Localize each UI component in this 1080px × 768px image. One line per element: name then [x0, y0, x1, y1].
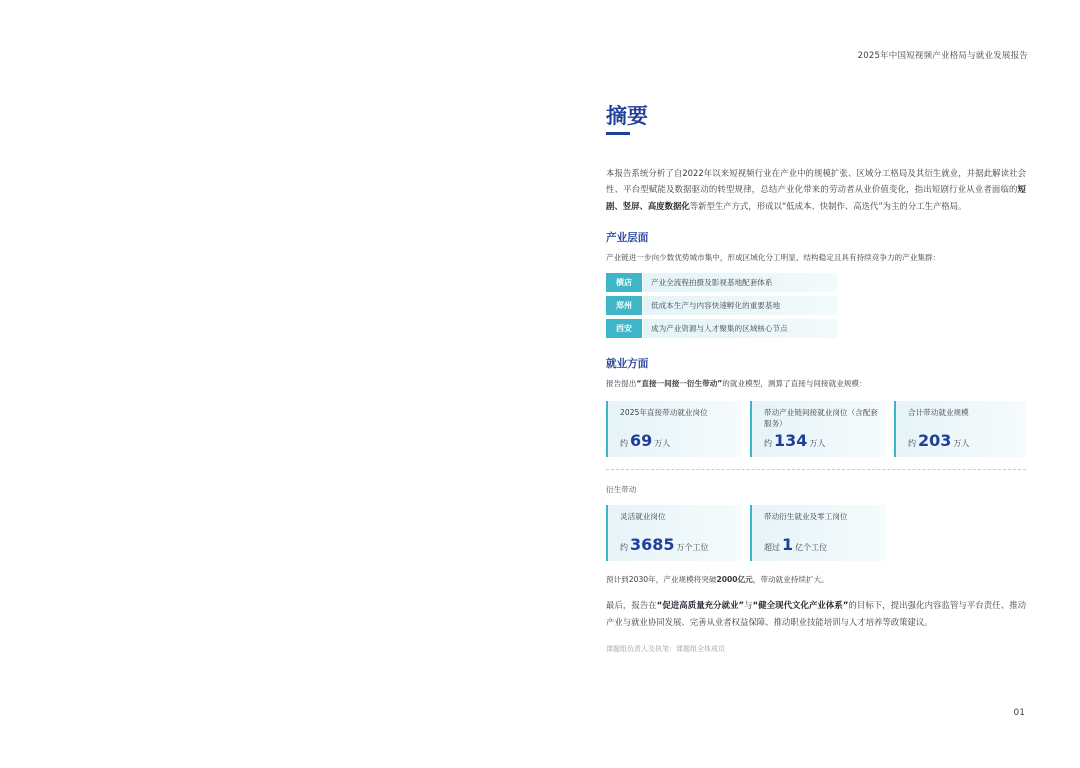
intro-text: 本报告系统分析了自2022年以来短视频行业在产业中的规模扩张、区域分工格局及其衍生就业，并据此解读社会性、平台型赋能及数据驱动的转型规律，总结产业化带来的劳动者从业价值变化，指出短剧行业从业者面临的 [606, 168, 1026, 195]
closing-emphasis-2: “健全现代文化产业体系” [752, 600, 849, 611]
footnote: 课题组负责人及执笔：课题组全体成员 [606, 645, 725, 654]
lead-emphasis: “直接一间接一衍生带动” [636, 379, 723, 389]
stat-value [764, 431, 825, 450]
forecast-text [606, 573, 1026, 587]
stat-prefix: 约 [908, 439, 916, 449]
lead-prefix: 报告提出 [606, 379, 637, 389]
stat-card-derived [750, 505, 886, 561]
stat-value [620, 535, 709, 554]
lead-suffix: 的就业模型，测算了直接与间接就业规模： [722, 379, 867, 389]
city-tag: 西安 [606, 319, 642, 338]
employment-stats [606, 401, 1026, 457]
stat-value [908, 431, 969, 450]
city-tag: 横店 [606, 273, 642, 292]
industry-heading: 产业层面 [606, 232, 649, 245]
stat-value [764, 535, 827, 554]
stat-prefix: 超过 [764, 543, 780, 553]
stat-card-indirect [750, 401, 886, 457]
stat-label: 合计带动就业规模 [908, 408, 969, 418]
stat-prefix: 约 [620, 439, 628, 449]
employment-heading: 就业方面 [606, 358, 649, 371]
stat-number: 134 [774, 431, 808, 451]
derived-stats [606, 505, 1026, 561]
page-title: 摘要 [606, 104, 648, 128]
stat-unit: 万个工位 [676, 543, 709, 553]
stat-label: 带动衍生就业及零工岗位 [764, 512, 848, 522]
stat-unit: 万人 [809, 439, 826, 449]
stat-label: 带动产业链间接就业岗位（含配套服务） [764, 408, 878, 429]
section-divider [606, 469, 1026, 470]
industry-lead: 产业链进一步向少数优势城市集中，形成区域化分工明显、结构稳定且具有持续竞争力的产业集群： [606, 253, 941, 263]
forecast-emphasis: 2000亿元 [716, 575, 753, 585]
stat-number: 3685 [630, 535, 675, 555]
stat-card-flexible [606, 505, 742, 561]
stat-label: 2025年直接带动就业岗位 [620, 408, 708, 418]
stat-card-direct [606, 401, 742, 457]
closing-mid: 与 [744, 600, 753, 611]
intro-emphasis: 短剧、竖屏、高度数据化 [606, 184, 1026, 211]
stat-prefix: 约 [764, 439, 772, 449]
city-description: 低成本生产与内容快速孵化的重要基地 [643, 296, 837, 315]
closing-prefix: 最后，报告在 [606, 600, 657, 611]
city-tag: 郑州 [606, 296, 642, 315]
city-description: 成为产业资源与人才聚集的区域核心节点 [643, 319, 837, 338]
stat-unit: 万人 [953, 439, 970, 449]
forecast-prefix: 预计到2030年，产业规模将突破 [606, 575, 717, 585]
closing-suffix: 的目标下，提出强化内容监管与平台责任、推动产业与就业协同发展、完善从业者权益保障、推动职业技能培训与人才培养等政策建议。 [606, 600, 1027, 627]
derived-subheading: 衍生带动 [606, 485, 637, 495]
stat-label: 灵活就业岗位 [620, 512, 666, 522]
stat-number: 1 [782, 535, 794, 555]
stat-value [620, 431, 670, 450]
city-description: 产业全流程拍摄及影视基地配套体系 [643, 273, 837, 292]
stat-number: 203 [918, 431, 952, 451]
intro-paragraph [606, 165, 1026, 214]
stat-number: 69 [630, 431, 653, 451]
closing-paragraph [606, 597, 1026, 630]
employment-lead [606, 377, 1026, 391]
intro-text-end: 等新型生产方式，形成以“低成本、快制作、高迭代”为主的分工生产格局。 [689, 200, 967, 211]
stat-unit: 亿个工位 [795, 543, 828, 553]
city-row-xian [606, 319, 1026, 338]
forecast-suffix: ，带动就业持续扩大。 [752, 575, 829, 585]
report-title: 2025年中国短视频产业格局与就业发展报告 [857, 51, 1028, 61]
city-list [606, 273, 1026, 338]
closing-emphasis-1: “促进高质量充分就业” [656, 600, 745, 611]
stat-prefix: 约 [620, 543, 628, 553]
summary-section [606, 104, 1026, 654]
stat-unit: 万人 [654, 439, 671, 449]
city-row-zhengzhou [606, 296, 1026, 315]
page-number: 01 [1013, 708, 1025, 718]
city-row-hengdian [606, 273, 1026, 292]
title-underline [606, 132, 630, 135]
stat-card-total [894, 401, 1026, 457]
